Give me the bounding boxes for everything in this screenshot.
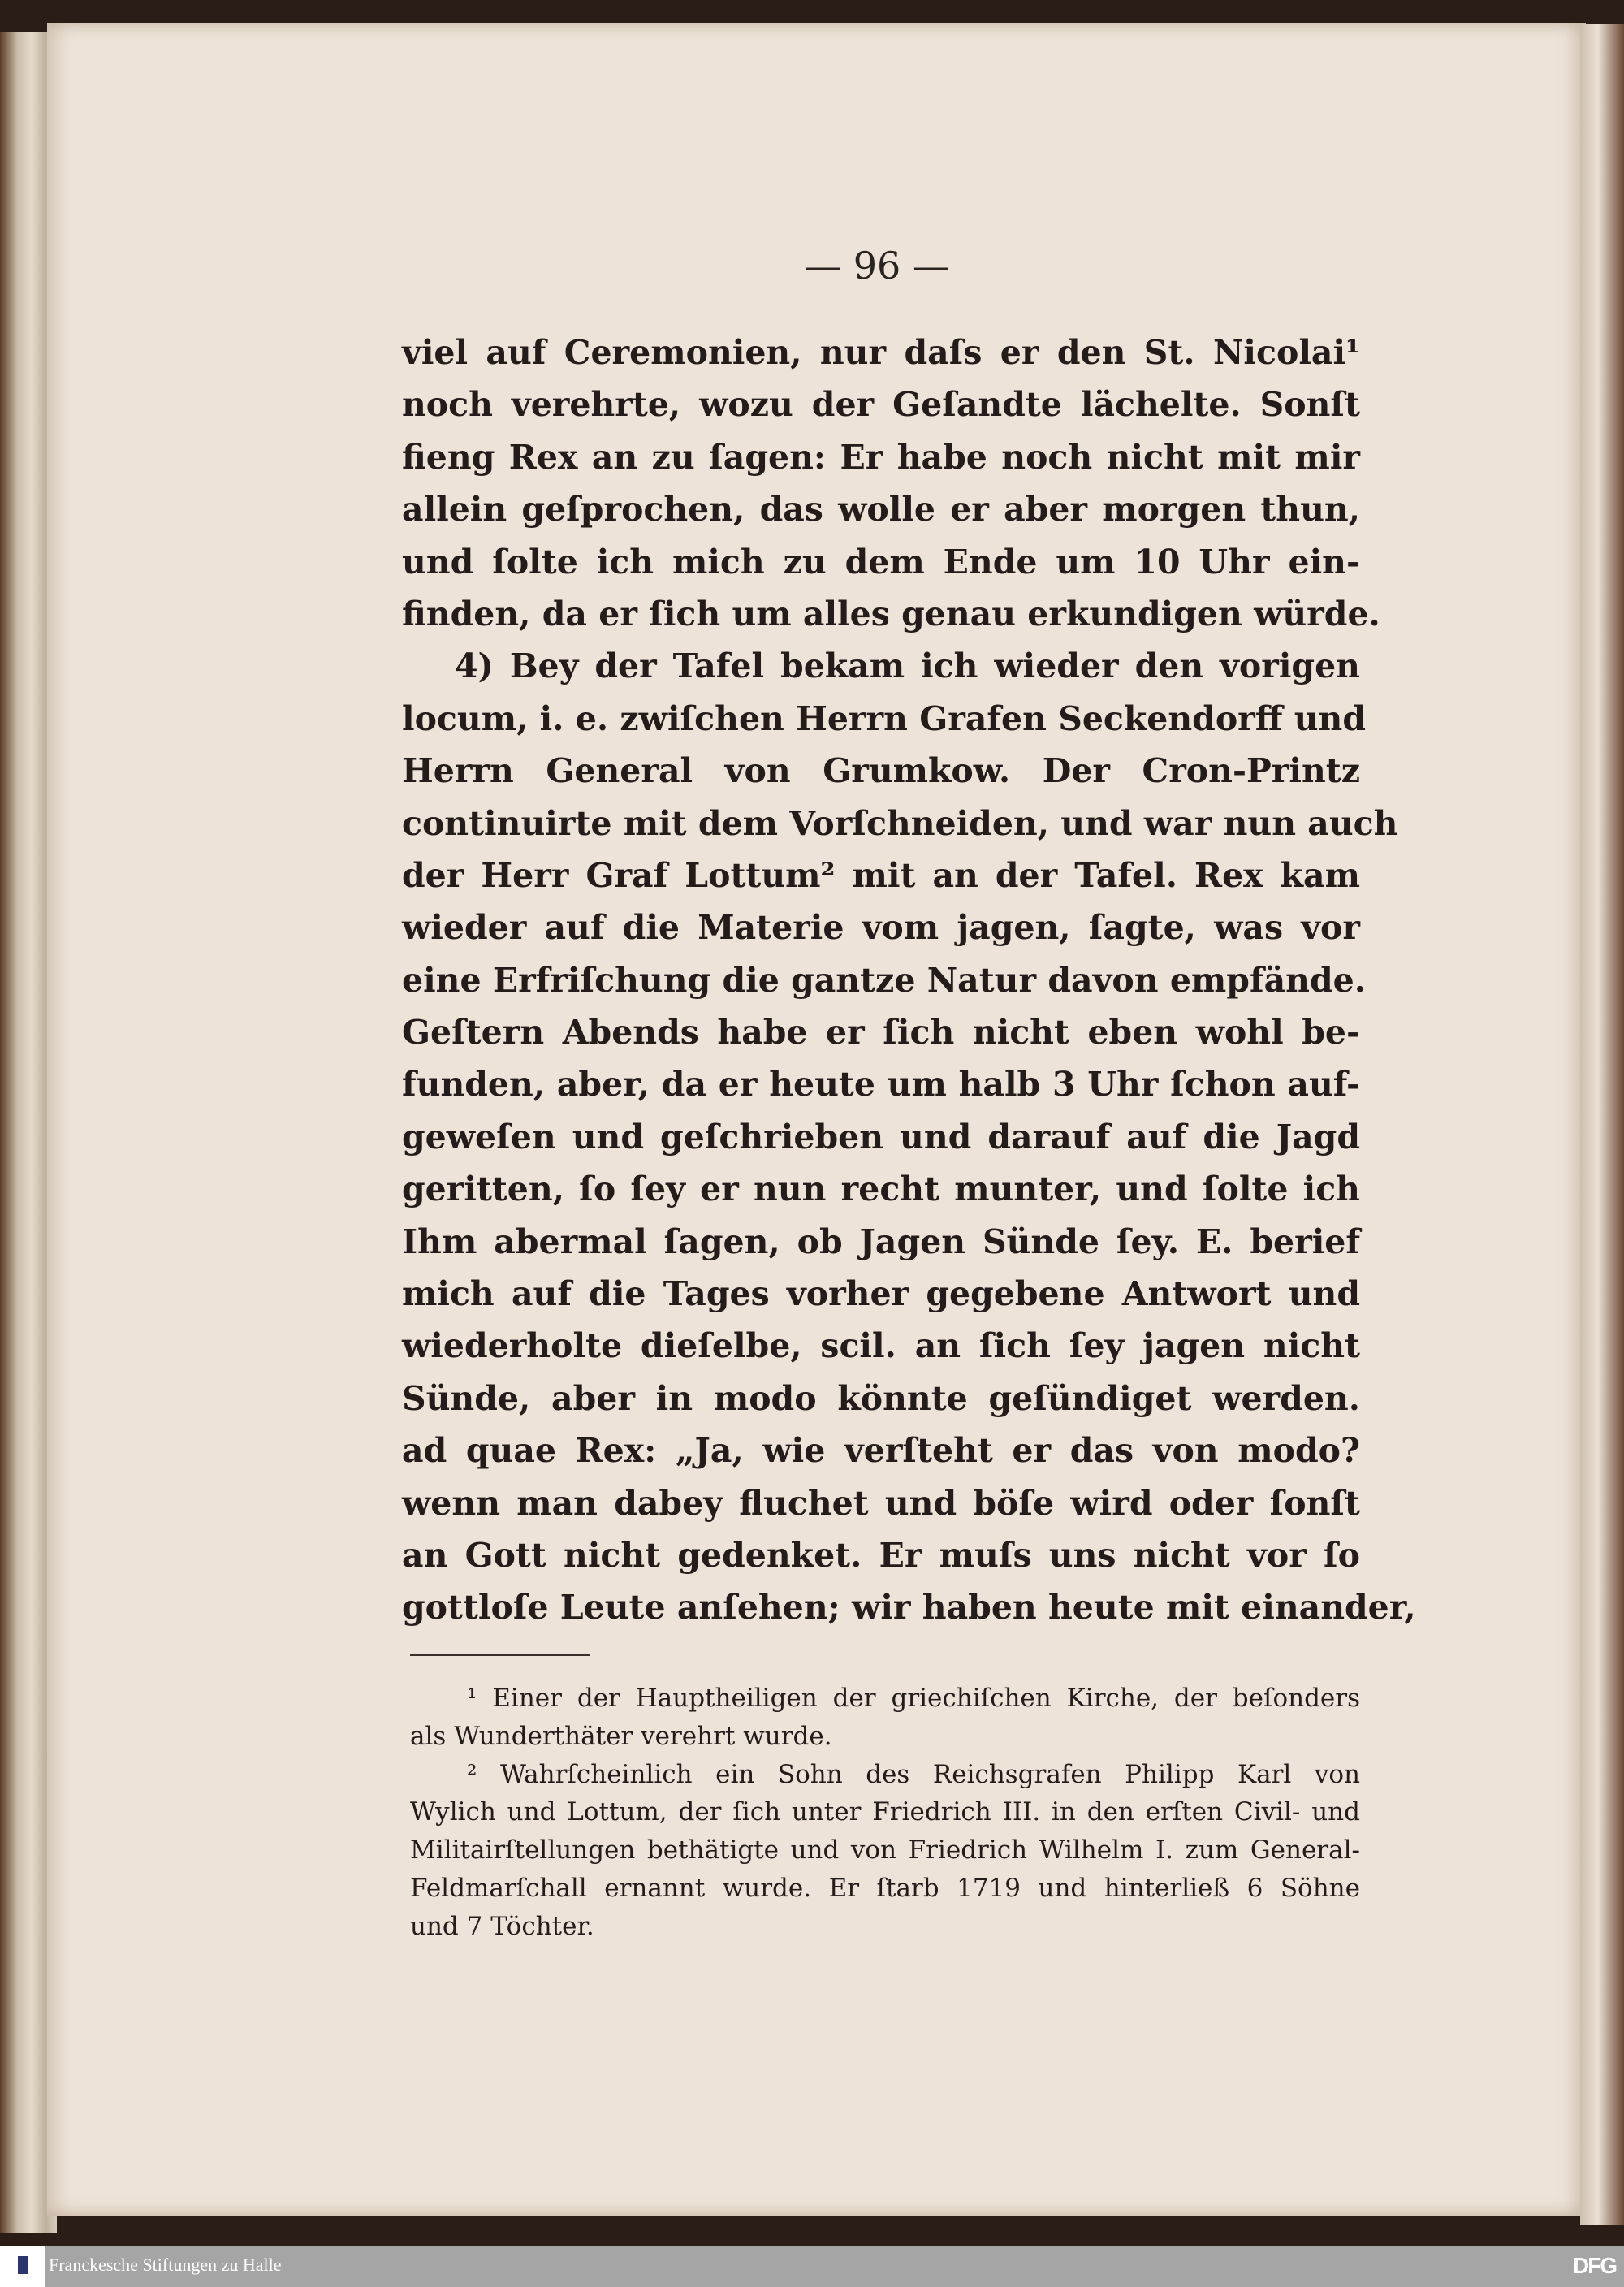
- institution-name: Franckesche Stiftungen zu Halle: [49, 2255, 282, 2275]
- text-line: an Gott nicht gedenket. Er muſs uns nicht vor ſo: [402, 1535, 1360, 1575]
- text-line: wiederholte dieſelbe, scil. an ſich ſey jagen nicht: [402, 1326, 1360, 1366]
- footnote-line: ¹ Einer der Hauptheiligen der griechiſchen Kirche, der beſonders: [467, 1684, 1360, 1713]
- text-line: funden, aber, da er heute um halb 3 Uhr ſchon auf-: [402, 1065, 1360, 1105]
- dfg-logo: DFG: [1572, 2253, 1616, 2278]
- text-line: continuirte mit dem Vorſchneiden, und war nun auch: [402, 803, 1398, 843]
- footnotes: [410, 1680, 1360, 1946]
- text-line: fieng Rex an zu ſagen: Er habe noch nicht mit mir: [402, 437, 1360, 477]
- text-line: noch verehrte, wozu der Geſandte lächelte. Sonſt: [402, 385, 1360, 425]
- viewer-footer: [0, 2246, 1624, 2287]
- text-line: mich auf die Tages vorher gegebene Antwort und: [402, 1274, 1360, 1314]
- footnote-line: Militairſtellungen bethätigte und von Friedrich Wilhelm I. zum General-: [410, 1835, 1360, 1865]
- footnote-line: als Wunderthäter verehrt wurde.: [410, 1721, 832, 1751]
- footnote-line: und 7 Töchter.: [410, 1911, 594, 1941]
- text-line: der Herr Graf Lottum² mit an der Tafel. Rex kam: [402, 855, 1360, 895]
- text-line: Sünde, aber in modo könnte geſündiget werden.: [402, 1378, 1360, 1418]
- footnote-divider: [410, 1654, 590, 1656]
- text-line: 4) Bey der Tafel bekam ich wieder den vorigen: [455, 646, 1360, 686]
- text-line: ad quae Rex: „Ja, wie verſteht er das von modo?: [402, 1431, 1360, 1471]
- text-line: viel auf Ceremonien, nur daſs er den St. Nicolai¹: [402, 333, 1360, 372]
- text-line: allein geſprochen, das wolle er aber morgen thun,: [402, 490, 1360, 530]
- text-line: Herrn General von Grumkow. Der Cron-Printz: [402, 751, 1360, 791]
- text-line: gottloſe Leute anſehen; wir haben heute mit einander,: [402, 1588, 1416, 1628]
- footnote-line: Feldmarſchall ernannt wurde. Er ſtarb 1719 und hinterließ 6 Söhne: [410, 1873, 1360, 1903]
- footnote-line: ² Wahrſcheinlich ein Sohn des Reichsgrafen Philipp Karl von: [467, 1759, 1360, 1789]
- book-right-edge: [1580, 24, 1624, 2225]
- main-text: [402, 326, 1416, 1634]
- text-line: und ſolte ich mich zu dem Ende um 10 Uhr ein-: [402, 542, 1360, 581]
- institution-logo-icon: [0, 2246, 45, 2287]
- text-line: eine Erfriſchung die gantze Natur davon empfände.: [402, 960, 1367, 1000]
- text-line: locum, i. e. zwiſchen Herrn Grafen Seckendorff und: [402, 698, 1366, 738]
- text-line: geritten, ſo ſey er nun recht munter, und ſolte ich: [402, 1169, 1360, 1209]
- footnote-line: Wylich und Lottum, der ſich unter Friedrich III. in den erſten Civil- und: [410, 1797, 1360, 1827]
- text-line: wieder auf die Materie vom jagen, ſagte, was vor: [402, 908, 1360, 948]
- text-line: Geſtern Abends habe er ſich nicht eben wohl be-: [402, 1013, 1360, 1053]
- text-line: geweſen und geſchrieben und darauf auf die Jagd: [402, 1117, 1360, 1156]
- text-line: finden, da er ſich um alles genau erkundigen würde.: [402, 594, 1380, 633]
- text-line: Ihm abermal ſagen, ob Jagen Sünde ſey. E. berief: [402, 1221, 1360, 1261]
- page-number: — 96 —: [804, 244, 950, 287]
- text-line: wenn man dabey fluchet und böſe wird oder ſonſt: [402, 1483, 1360, 1523]
